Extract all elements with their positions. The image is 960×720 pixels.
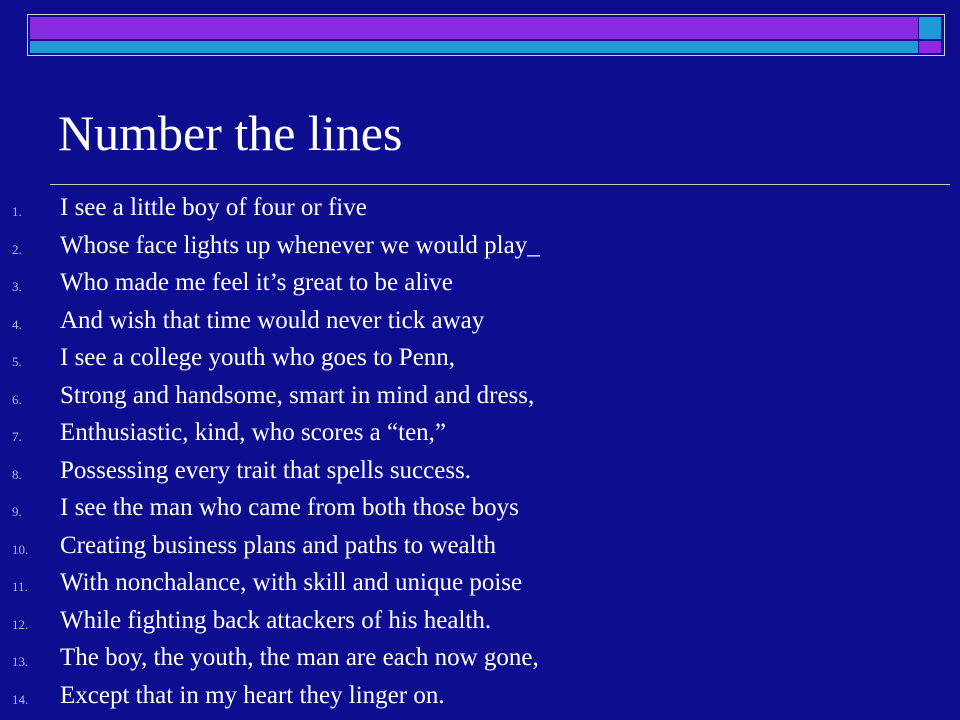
header-purple-square <box>919 41 941 53</box>
line-text: Except that in my heart they linger on. <box>60 681 445 709</box>
list-item <box>0 530 960 568</box>
line-number: 10. <box>12 541 29 557</box>
list-item <box>0 605 960 643</box>
line-number: 13. <box>12 654 29 669</box>
line-number: 8. <box>12 466 22 482</box>
line-number: 14. <box>12 691 29 707</box>
list-item <box>0 342 960 380</box>
line-number: 2. <box>12 241 22 257</box>
line-text: And wish that time would never tick away <box>60 306 485 334</box>
line-number: 9. <box>12 504 22 519</box>
header-cyan-bar <box>30 41 918 53</box>
title-divider <box>50 184 950 185</box>
line-number: 11. <box>12 579 28 594</box>
list-item <box>0 642 960 680</box>
list-item <box>0 567 960 605</box>
line-text: Enthusiastic, kind, who scores a “ten,” <box>60 419 447 446</box>
line-text: Strong and handsome, smart in mind and dress, <box>60 381 535 409</box>
line-number: 12. <box>12 616 29 632</box>
line-text: Possessing every trait that spells success. <box>60 456 472 484</box>
list-item <box>0 417 960 455</box>
line-text: Creating business plans and paths to wealth <box>60 531 497 559</box>
line-number: 1. <box>12 204 22 219</box>
poem-lines-list <box>0 192 960 717</box>
line-text: Whose face lights up whenever we would play_ <box>60 231 540 259</box>
line-number: 5. <box>12 354 22 369</box>
header-cyan-square <box>919 17 941 39</box>
list-item <box>0 305 960 343</box>
slide-title: Number the lines <box>58 105 403 161</box>
list-item <box>0 380 960 418</box>
line-text: I see a college youth who goes to Penn, <box>60 344 456 371</box>
list-item <box>0 192 960 230</box>
list-item <box>0 267 960 305</box>
list-item <box>0 680 960 718</box>
header-purple-bar <box>30 17 918 39</box>
line-number: 7. <box>12 429 22 444</box>
line-text: While fighting back attackers of his health. <box>60 606 492 634</box>
line-text: I see a little boy of four or five <box>60 194 367 221</box>
line-number: 4. <box>12 316 22 332</box>
line-text: The boy, the youth, the man are each now gone, <box>60 644 539 671</box>
line-text: I see the man who came from both those boys <box>60 494 519 521</box>
list-item <box>0 492 960 530</box>
list-item <box>0 455 960 493</box>
line-number: 3. <box>12 279 22 294</box>
line-text: With nonchalance, with skill and unique poise <box>60 569 523 596</box>
line-text: Who made me feel it’s great to be alive <box>60 269 453 296</box>
list-item <box>0 230 960 268</box>
line-number: 6. <box>12 391 22 407</box>
